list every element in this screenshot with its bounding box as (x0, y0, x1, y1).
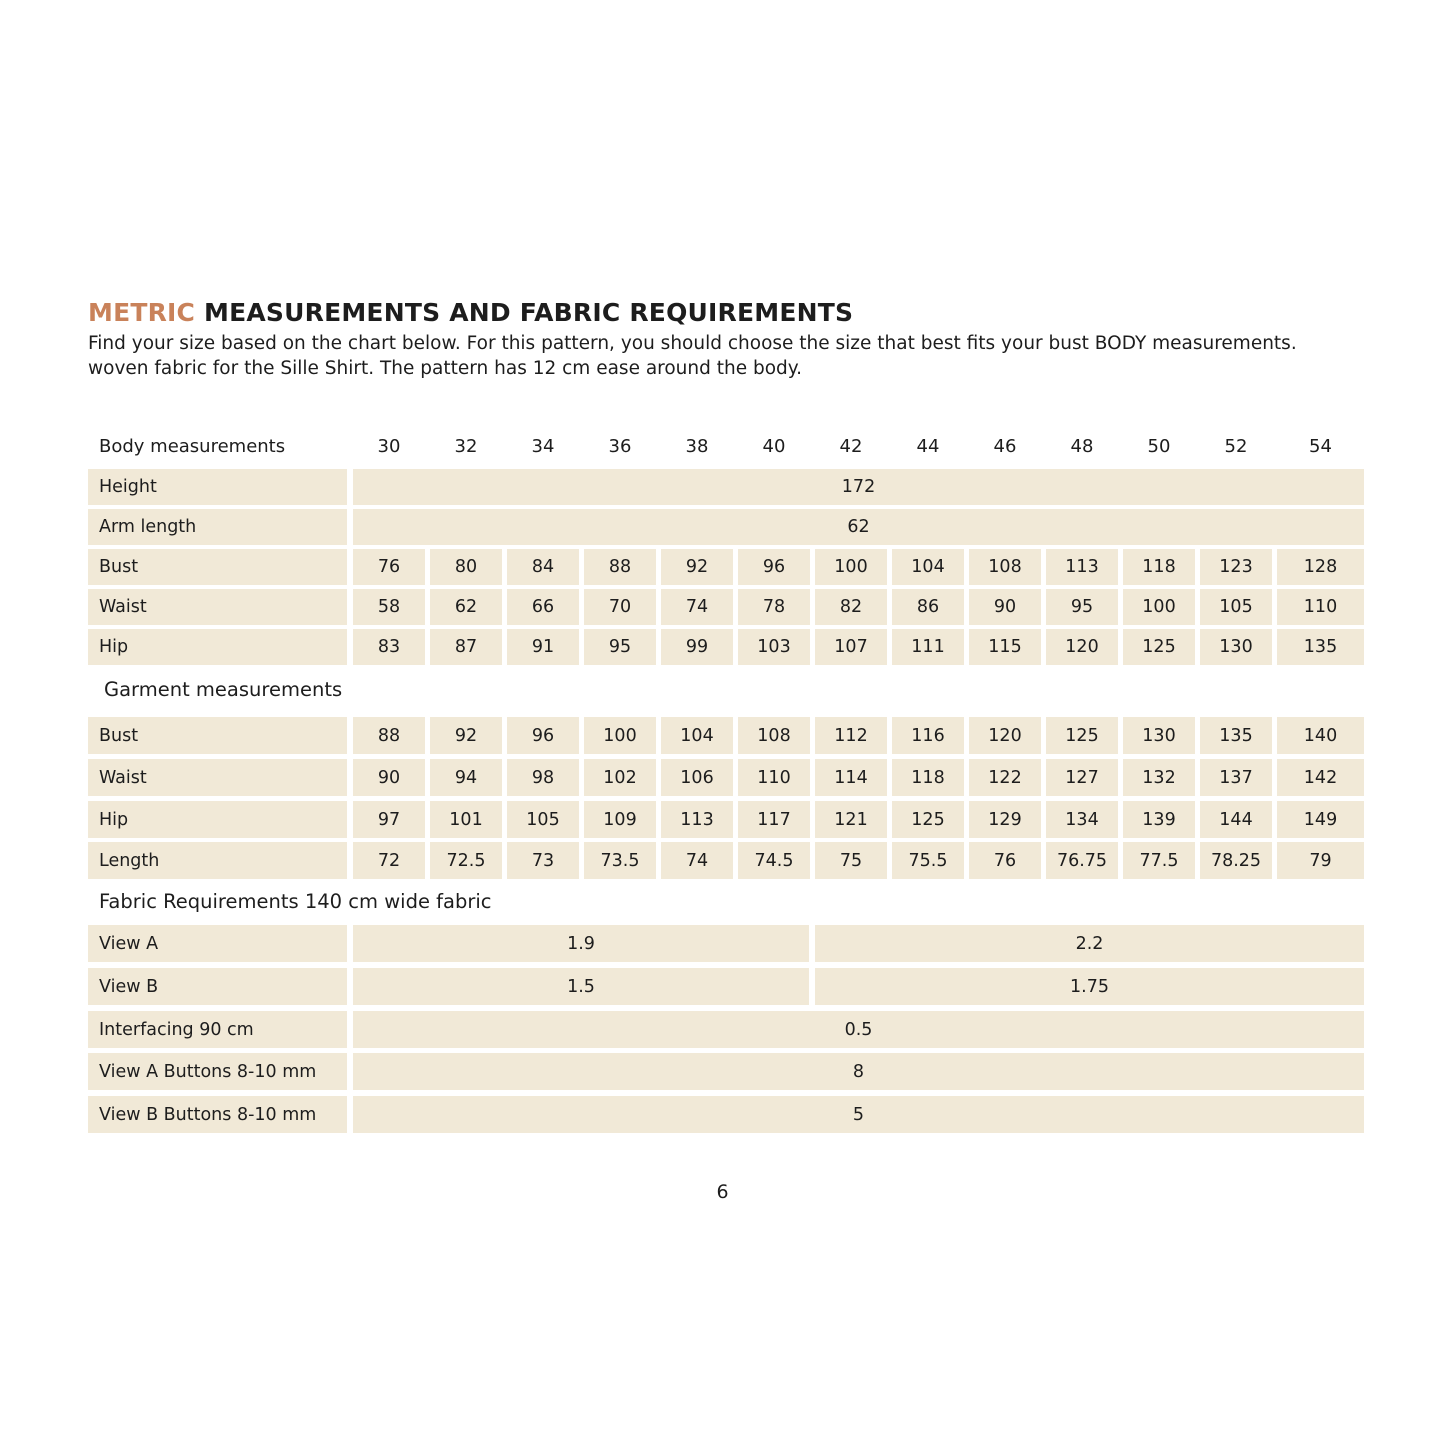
size-header: 32 (454, 436, 478, 457)
row-label: Waist (88, 589, 347, 625)
size-header: 30 (377, 436, 401, 457)
table-cell: 129 (969, 801, 1041, 838)
table-cell: 95 (1046, 589, 1118, 625)
table-cell: 105 (1200, 589, 1272, 625)
size-header: 34 (531, 436, 555, 457)
table-cell: 128 (1277, 549, 1364, 585)
spanning-value: 5 (353, 1096, 1364, 1133)
table-cell: 122 (969, 759, 1041, 796)
table-cell: 76 (353, 549, 425, 585)
size-header: 54 (1309, 436, 1332, 457)
table-cell: 113 (661, 801, 733, 838)
table-cell: 100 (584, 717, 656, 754)
table-cell: 76.75 (1046, 842, 1118, 879)
spanning-value: 172 (353, 469, 1364, 505)
table-cell: 112 (815, 717, 887, 754)
intro-line-2: woven fabric for the Sille Shirt. The pattern has 12 cm ease around the body. (88, 358, 802, 379)
table-cell: 92 (661, 549, 733, 585)
row-label: Length (88, 842, 347, 879)
table-cell: 144 (1200, 801, 1272, 838)
size-header: 46 (993, 436, 1017, 457)
row-label: View A Buttons 8-10 mm (88, 1053, 347, 1090)
table-cell: 88 (353, 717, 425, 754)
intro-text (88, 331, 1297, 381)
fabric-requirements-label: Fabric Requirements 140 cm wide fabric (99, 890, 492, 913)
table-cell: 75.5 (892, 842, 964, 879)
table-cell: 78.25 (1200, 842, 1272, 879)
size-header: 38 (685, 436, 709, 457)
page-title (88, 298, 853, 327)
table-cell: 84 (507, 549, 579, 585)
table-cell: 109 (584, 801, 656, 838)
table-cell: 116 (892, 717, 964, 754)
table-cell: 87 (430, 629, 502, 665)
size-header: 52 (1224, 436, 1248, 457)
half-value: 2.2 (815, 925, 1364, 962)
table-cell: 98 (507, 759, 579, 796)
row-label: Arm length (88, 509, 347, 545)
title-rest: MEASUREMENTS AND FABRIC REQUIREMENTS (204, 298, 854, 327)
size-header: 50 (1147, 436, 1171, 457)
table-cell: 88 (584, 549, 656, 585)
table-cell: 125 (892, 801, 964, 838)
row-label: Interfacing 90 cm (88, 1011, 347, 1048)
row-label: Bust (88, 717, 347, 754)
table-cell: 72.5 (430, 842, 502, 879)
table-cell: 96 (738, 549, 810, 585)
table-cell: 142 (1277, 759, 1364, 796)
table-cell: 100 (1123, 589, 1195, 625)
table-cell: 110 (1277, 589, 1364, 625)
table-cell: 132 (1123, 759, 1195, 796)
table-cell: 117 (738, 801, 810, 838)
body-measurements-label: Body measurements (99, 436, 286, 457)
table-cell: 115 (969, 629, 1041, 665)
table-cell: 82 (815, 589, 887, 625)
size-header: 42 (839, 436, 863, 457)
table-cell: 108 (969, 549, 1041, 585)
half-value: 1.75 (815, 968, 1364, 1005)
table-cell: 149 (1277, 801, 1364, 838)
size-header: 40 (762, 436, 786, 457)
garment-measurements-label: Garment measurements (104, 678, 343, 701)
table-cell: 125 (1046, 717, 1118, 754)
row-label: Bust (88, 549, 347, 585)
table-cell: 125 (1123, 629, 1195, 665)
table-cell: 91 (507, 629, 579, 665)
table-cell: 104 (892, 549, 964, 585)
table-cell: 72 (353, 842, 425, 879)
table-cell: 105 (507, 801, 579, 838)
table-cell: 77.5 (1123, 842, 1195, 879)
table-cell: 94 (430, 759, 502, 796)
table-cell: 135 (1200, 717, 1272, 754)
table-cell: 106 (661, 759, 733, 796)
row-label: Height (88, 469, 347, 505)
table-cell: 110 (738, 759, 810, 796)
table-cell: 104 (661, 717, 733, 754)
row-label: Waist (88, 759, 347, 796)
table-cell: 83 (353, 629, 425, 665)
table-cell: 140 (1277, 717, 1364, 754)
row-label: View B Buttons 8-10 mm (88, 1096, 347, 1133)
table-cell: 107 (815, 629, 887, 665)
spanning-value: 0.5 (353, 1011, 1364, 1048)
size-header: 48 (1070, 436, 1094, 457)
table-cell: 139 (1123, 801, 1195, 838)
table-cell: 73.5 (584, 842, 656, 879)
size-header: 36 (608, 436, 632, 457)
table-cell: 74 (661, 842, 733, 879)
table-cell: 86 (892, 589, 964, 625)
table-cell: 75 (815, 842, 887, 879)
table-cell: 108 (738, 717, 810, 754)
table-cell: 135 (1277, 629, 1364, 665)
table-cell: 97 (353, 801, 425, 838)
table-cell: 101 (430, 801, 502, 838)
intro-line-1: Find your size based on the chart below. For this pattern, you should choose the size that best fits your bust BODY measurements. (88, 333, 1297, 354)
table-cell: 118 (892, 759, 964, 796)
table-cell: 58 (353, 589, 425, 625)
table-cell: 120 (1046, 629, 1118, 665)
table-cell: 120 (969, 717, 1041, 754)
table-cell: 66 (507, 589, 579, 625)
table-cell: 62 (430, 589, 502, 625)
table-cell: 127 (1046, 759, 1118, 796)
table-cell: 79 (1277, 842, 1364, 879)
table-cell: 102 (584, 759, 656, 796)
table-cell: 134 (1046, 801, 1118, 838)
table-cell: 130 (1200, 629, 1272, 665)
row-label: Hip (88, 801, 347, 838)
spanning-value: 62 (353, 509, 1364, 545)
table-cell: 96 (507, 717, 579, 754)
table-cell: 99 (661, 629, 733, 665)
row-label: View A (88, 925, 347, 962)
table-cell: 70 (584, 589, 656, 625)
table-cell: 74 (661, 589, 733, 625)
page-number: 6 (716, 1181, 729, 1203)
half-value: 1.9 (353, 925, 809, 962)
table-cell: 118 (1123, 549, 1195, 585)
table-cell: 113 (1046, 549, 1118, 585)
table-cell: 90 (353, 759, 425, 796)
table-cell: 90 (969, 589, 1041, 625)
table-cell: 103 (738, 629, 810, 665)
title-accent: METRIC (88, 298, 196, 327)
table-cell: 100 (815, 549, 887, 585)
table-cell: 76 (969, 842, 1041, 879)
table-cell: 92 (430, 717, 502, 754)
table-cell: 78 (738, 589, 810, 625)
half-value: 1.5 (353, 968, 809, 1005)
table-cell: 80 (430, 549, 502, 585)
spanning-value: 8 (353, 1053, 1364, 1090)
row-label: View B (88, 968, 347, 1005)
table-cell: 121 (815, 801, 887, 838)
row-label: Hip (88, 629, 347, 665)
table-cell: 111 (892, 629, 964, 665)
table-cell: 137 (1200, 759, 1272, 796)
size-header: 44 (916, 436, 940, 457)
table-cell: 123 (1200, 549, 1272, 585)
table-cell: 74.5 (738, 842, 810, 879)
table-cell: 95 (584, 629, 656, 665)
table-cell: 130 (1123, 717, 1195, 754)
table-cell: 114 (815, 759, 887, 796)
table-cell: 73 (507, 842, 579, 879)
